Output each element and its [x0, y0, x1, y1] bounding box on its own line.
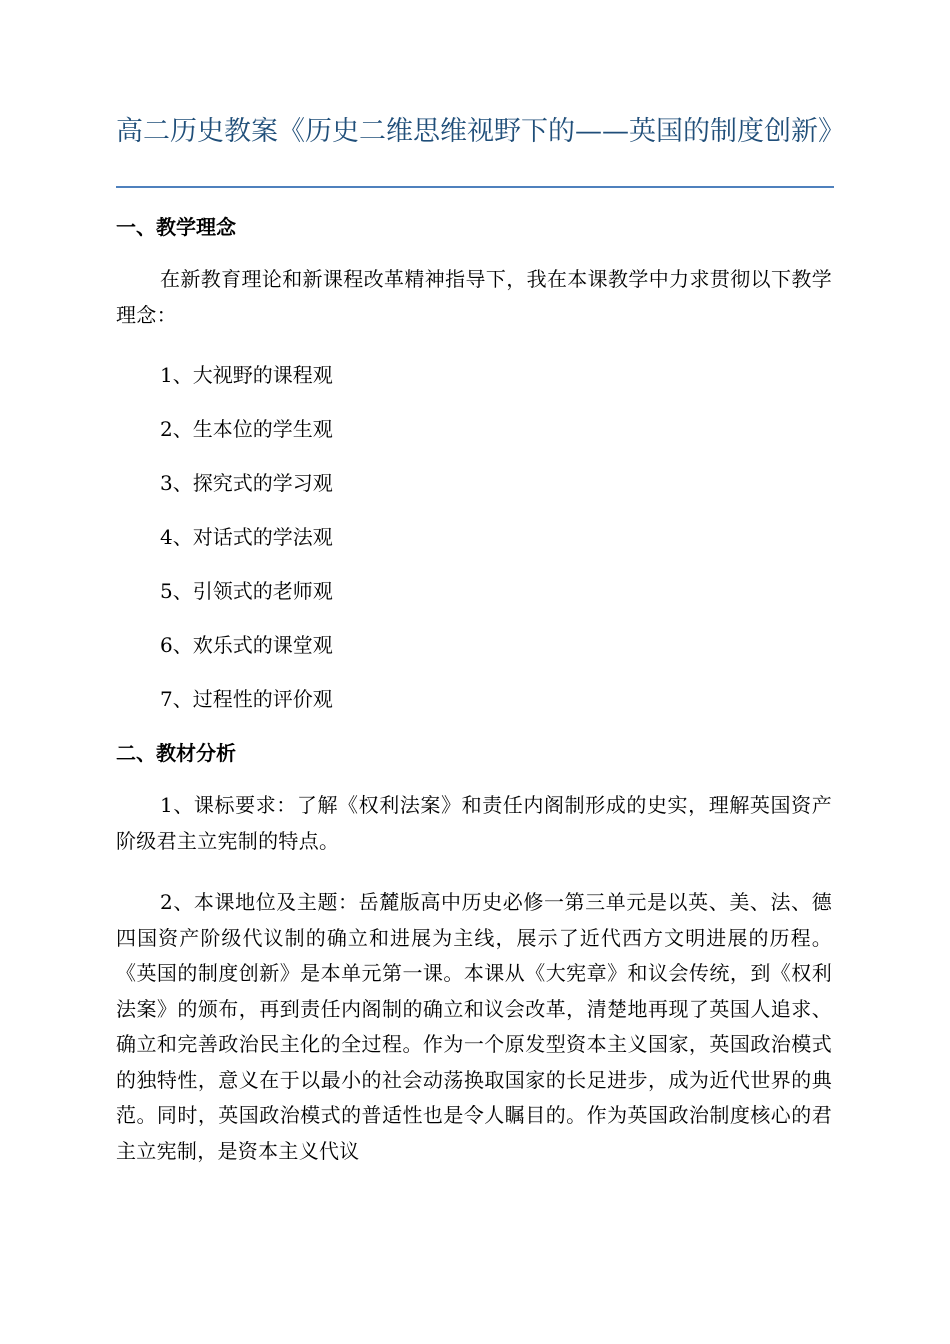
- list-item: 6、欢乐式的课堂观: [160, 633, 333, 657]
- section-heading-teaching-philosophy: 一、教学理念: [116, 215, 236, 239]
- document-title: 高二历史教案《历史二维思维视野下的——英国的制度创新》: [116, 116, 845, 147]
- list-item: 4、对话式的学法观: [160, 525, 333, 549]
- title-underline: [116, 186, 834, 188]
- list-item: 1、大视野的课程观: [160, 363, 333, 387]
- list-item: 2、生本位的学生观: [160, 417, 333, 441]
- section-heading-textbook-analysis: 二、教材分析: [116, 741, 236, 765]
- lesson-position-paragraph: 2、本课地位及主题：岳麓版高中历史必修一第三单元是以英、美、法、德四国资产阶级代议制的确立和进展为主线，展示了近代西方文明进展的历程。《英国的制度创新》是本单元第一课。本课从《大宪章》和议会传统，到《权利法案》的颁布，再到责任内阁制的确立和议会改革，清楚地再现了英国人追求、确立和完善政治民主化的全过程。作为一个原发型资本主义国家，英国政治模式的独特性，意义在于以最小的社会动荡换取国家的长足进步，成为近代世界的典范。同时，英国政治模式的普适性也是令人瞩目的。作为英国政治制度核心的君主立宪制，是资本主义代议: [116, 890, 832, 1163]
- list-item: 7、过程性的评价观: [160, 687, 333, 711]
- list-item: 5、引领式的老师观: [160, 579, 333, 603]
- teaching-philosophy-intro: 在新教育理论和新课程改革精神指导下，我在本课教学中力求贯彻以下教学理念：: [116, 267, 832, 327]
- list-item: 3、探究式的学习观: [160, 471, 333, 495]
- curriculum-requirement-paragraph: 1、课标要求：了解《权利法案》和责任内阁制形成的史实，理解英国资产阶级君主立宪制的特点。: [116, 793, 832, 853]
